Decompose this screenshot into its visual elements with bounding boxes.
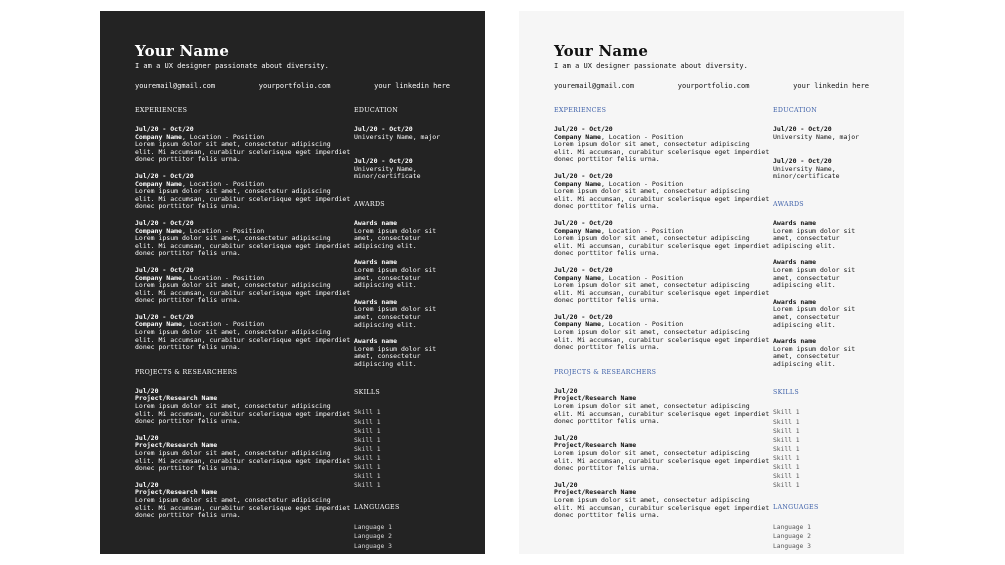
project-date: Jul/20 bbox=[554, 386, 578, 395]
experience-entry bbox=[135, 173, 354, 211]
experience-desc: Lorem ipsum dolor sit amet, consectetur adipiscing elit. Mi accumsan, curabitur scelerisque eget imperdiet donec porttitor felis urna. bbox=[554, 140, 770, 164]
experience-date: Jul/20 - Oct/20 bbox=[135, 312, 194, 321]
award-title: Awards name bbox=[354, 297, 398, 306]
languages-heading: LANGUAGES bbox=[773, 504, 819, 512]
project-name: Project/Research Name bbox=[135, 441, 218, 450]
award-desc: Lorem ipsum dolor sit amet, consectetur adipiscing elit. bbox=[354, 226, 437, 250]
experience-desc: Lorem ipsum dolor sit amet, consectetur adipiscing elit. Mi accumsan, curabitur scelerisque eget imperdiet donec porttitor felis urna. bbox=[135, 281, 351, 305]
experience-date: Jul/20 - Oct/20 bbox=[554, 312, 613, 321]
project-desc: Lorem ipsum dolor sit amet, consectetur adipiscing elit. Mi accumsan, curabitur scelerisque eget imperdiet donec porttitor felis urna. bbox=[135, 449, 351, 473]
education-detail: University Name, minor/certificate bbox=[354, 164, 421, 181]
award-desc: Lorem ipsum dolor sit amet, consectetur adipiscing elit. bbox=[773, 265, 856, 290]
experience-desc: Lorem ipsum dolor sit amet, consectetur adipiscing elit. Mi accumsan, curabitur scelerisque eget imperdiet donec porttitor felis urna. bbox=[554, 328, 770, 352]
project-entry bbox=[135, 435, 354, 473]
education-entry bbox=[354, 158, 450, 181]
linkedin-link[interactable]: your linkedin here bbox=[793, 82, 869, 90]
skill-item: Skill 1 bbox=[354, 418, 381, 426]
award-entry bbox=[354, 338, 450, 368]
experience-entry bbox=[554, 173, 773, 211]
experiences-heading: EXPERIENCES bbox=[135, 107, 188, 114]
experience-entry bbox=[135, 267, 354, 305]
awards-heading: AWARDS bbox=[773, 200, 804, 208]
skill-item: Skill 1 bbox=[773, 418, 800, 426]
resume-tagline: I am a UX designer passionate about diversity. bbox=[135, 62, 329, 70]
experience-desc: Lorem ipsum dolor sit amet, consectetur adipiscing elit. Mi accumsan, curabitur scelerisque eget imperdiet donec porttitor felis urna. bbox=[554, 187, 770, 211]
project-entry bbox=[554, 435, 773, 473]
award-desc: Lorem ipsum dolor sit amet, consectetur adipiscing elit. bbox=[354, 305, 437, 329]
language-item: Language 1 bbox=[773, 524, 811, 532]
project-date: Jul/20 bbox=[554, 433, 578, 442]
award-entry bbox=[354, 259, 450, 289]
experience-role: , Location - Position bbox=[600, 273, 684, 282]
company-name: Company Name bbox=[554, 226, 601, 235]
skill-item: Skill 1 bbox=[354, 409, 381, 417]
award-desc: Lorem ipsum dolor sit amet, consectetur adipiscing elit. bbox=[354, 265, 437, 290]
experiences-heading: EXPERIENCES bbox=[554, 107, 607, 114]
education-entry bbox=[773, 158, 869, 181]
award-title: Awards name bbox=[773, 218, 817, 227]
award-title: Awards name bbox=[354, 258, 398, 267]
contact-row bbox=[554, 82, 869, 91]
language-item: Language 3 bbox=[773, 542, 811, 550]
experience-desc: Lorem ipsum dolor sit amet, consectetur adipiscing elit. Mi accumsan, curabitur scelerisque eget imperdiet donec porttitor felis urna. bbox=[554, 281, 770, 305]
skills-list bbox=[773, 408, 869, 490]
education-heading: EDUCATION bbox=[354, 107, 399, 114]
education-detail: University Name, major bbox=[354, 132, 441, 141]
award-entry bbox=[773, 299, 869, 329]
skill-item: Skill 1 bbox=[354, 427, 381, 435]
email-link[interactable]: youremail@gmail.com bbox=[554, 82, 635, 90]
experience-entry bbox=[554, 267, 773, 305]
award-desc: Lorem ipsum dolor sit amet, consectetur adipiscing elit. bbox=[773, 344, 856, 368]
experience-entry bbox=[554, 126, 773, 164]
award-entry bbox=[354, 299, 450, 329]
company-name: Company Name bbox=[554, 179, 601, 188]
project-name: Project/Research Name bbox=[554, 441, 637, 450]
language-item: Language 2 bbox=[354, 533, 392, 541]
award-title: Awards name bbox=[773, 337, 817, 346]
languages-list bbox=[354, 523, 450, 550]
resume-light-version bbox=[519, 11, 904, 554]
award-desc: Lorem ipsum dolor sit amet, consectetur adipiscing elit. bbox=[354, 344, 437, 368]
languages-list bbox=[773, 523, 869, 550]
skill-item: Skill 1 bbox=[773, 427, 800, 435]
skill-item: Skill 1 bbox=[354, 436, 381, 444]
skill-item: Skill 1 bbox=[773, 464, 800, 472]
experience-date: Jul/20 - Oct/20 bbox=[554, 171, 613, 180]
experience-entry bbox=[554, 314, 773, 352]
skill-item: Skill 1 bbox=[354, 473, 381, 481]
experience-entry bbox=[554, 220, 773, 258]
project-desc: Lorem ipsum dolor sit amet, consectetur adipiscing elit. Mi accumsan, curabitur scelerisque eget imperdiet donec porttitor felis urna. bbox=[554, 495, 770, 520]
company-name: Company Name bbox=[554, 320, 601, 329]
experience-date: Jul/20 - Oct/20 bbox=[135, 125, 194, 133]
experience-date: Jul/20 - Oct/20 bbox=[554, 125, 613, 133]
language-item: Language 2 bbox=[773, 533, 811, 541]
resume-name: Your Name bbox=[135, 42, 230, 60]
education-entry bbox=[773, 126, 869, 141]
company-name: Company Name bbox=[554, 273, 601, 282]
skill-item: Skill 1 bbox=[773, 454, 800, 462]
education-heading: EDUCATION bbox=[773, 107, 818, 114]
skill-item: Skill 1 bbox=[354, 454, 381, 462]
portfolio-link[interactable]: yourportfolio.com bbox=[258, 82, 331, 90]
experience-role: , Location - Position bbox=[181, 179, 265, 188]
linkedin-link[interactable]: your linkedin here bbox=[374, 82, 450, 90]
award-entry bbox=[354, 220, 450, 250]
experience-desc: Lorem ipsum dolor sit amet, consectetur adipiscing elit. Mi accumsan, curabitur scelerisque eget imperdiet donec porttitor felis urna. bbox=[135, 187, 351, 211]
experience-role: , Location - Position bbox=[600, 320, 684, 329]
project-entry bbox=[554, 482, 773, 520]
skills-heading: SKILLS bbox=[773, 389, 799, 397]
award-title: Awards name bbox=[773, 297, 817, 306]
award-title: Awards name bbox=[354, 337, 398, 346]
award-entry bbox=[773, 220, 869, 250]
education-date: Jul/20 - Oct/20 bbox=[354, 157, 413, 166]
experience-role: , Location - Position bbox=[600, 226, 684, 235]
award-desc: Lorem ipsum dolor sit amet, consectetur adipiscing elit. bbox=[773, 305, 856, 329]
award-title: Awards name bbox=[773, 258, 817, 267]
company-name: Company Name bbox=[135, 320, 182, 329]
project-entry bbox=[554, 388, 773, 426]
language-item: Language 3 bbox=[354, 542, 392, 550]
experience-role: , Location - Position bbox=[181, 273, 265, 282]
skill-item: Skill 1 bbox=[354, 464, 381, 472]
project-entry bbox=[135, 388, 354, 426]
education-entry bbox=[354, 126, 450, 141]
award-entry bbox=[773, 259, 869, 289]
experience-desc: Lorem ipsum dolor sit amet, consectetur adipiscing elit. Mi accumsan, curabitur scelerisque eget imperdiet donec porttitor felis urna. bbox=[135, 328, 351, 352]
experience-date: Jul/20 - Oct/20 bbox=[135, 218, 194, 227]
email-link[interactable]: youremail@gmail.com bbox=[135, 82, 216, 90]
experience-date: Jul/20 - Oct/20 bbox=[135, 265, 194, 274]
resume-tagline: I am a UX designer passionate about diversity. bbox=[554, 62, 748, 70]
project-name: Project/Research Name bbox=[135, 394, 218, 403]
experience-role: , Location - Position bbox=[600, 179, 684, 188]
language-item: Language 1 bbox=[354, 524, 392, 532]
experience-date: Jul/20 - Oct/20 bbox=[554, 218, 613, 227]
education-detail: University Name, minor/certificate bbox=[773, 164, 840, 181]
awards-heading: AWARDS bbox=[354, 200, 385, 208]
company-name: Company Name bbox=[135, 179, 182, 188]
languages-heading: LANGUAGES bbox=[354, 504, 400, 512]
project-desc: Lorem ipsum dolor sit amet, consectetur adipiscing elit. Mi accumsan, curabitur scelerisque eget imperdiet donec porttitor felis urna. bbox=[554, 402, 770, 426]
project-desc: Lorem ipsum dolor sit amet, consectetur adipiscing elit. Mi accumsan, curabitur scelerisque eget imperdiet donec porttitor felis urna. bbox=[135, 402, 351, 426]
skill-item: Skill 1 bbox=[773, 445, 800, 453]
experience-entry bbox=[135, 220, 354, 258]
award-desc: Lorem ipsum dolor sit amet, consectetur adipiscing elit. bbox=[773, 226, 856, 250]
experience-role: , Location - Position bbox=[181, 320, 265, 329]
company-name: Company Name bbox=[135, 273, 182, 282]
experience-entry bbox=[135, 126, 354, 164]
experience-desc: Lorem ipsum dolor sit amet, consectetur adipiscing elit. Mi accumsan, curabitur scelerisque eget imperdiet donec porttitor felis urna. bbox=[135, 234, 351, 258]
experience-desc: Lorem ipsum dolor sit amet, consectetur adipiscing elit. Mi accumsan, curabitur scelerisque eget imperdiet donec porttitor felis urna. bbox=[135, 140, 351, 164]
experience-role: , Location - Position bbox=[600, 132, 684, 141]
contact-row bbox=[135, 82, 450, 91]
skills-heading: SKILLS bbox=[354, 389, 380, 397]
experience-desc: Lorem ipsum dolor sit amet, consectetur adipiscing elit. Mi accumsan, curabitur scelerisque eget imperdiet donec porttitor felis urna. bbox=[554, 234, 770, 258]
education-date: Jul/20 - Oct/20 bbox=[773, 125, 832, 133]
projects-heading: PROJECTS & RESEARCHERS bbox=[554, 368, 657, 376]
project-name: Project/Research Name bbox=[554, 394, 637, 403]
company-name: Company Name bbox=[135, 226, 182, 235]
skill-item: Skill 1 bbox=[354, 445, 381, 453]
experience-role: , Location - Position bbox=[181, 132, 265, 141]
experience-date: Jul/20 - Oct/20 bbox=[135, 171, 194, 180]
projects-heading: PROJECTS & RESEARCHERS bbox=[135, 368, 238, 376]
skills-list bbox=[354, 408, 450, 490]
project-name: Project/Research Name bbox=[554, 488, 637, 497]
project-desc: Lorem ipsum dolor sit amet, consectetur adipiscing elit. Mi accumsan, curabitur scelerisque eget imperdiet donec porttitor felis urna. bbox=[554, 449, 770, 473]
project-desc: Lorem ipsum dolor sit amet, consectetur adipiscing elit. Mi accumsan, curabitur scelerisque eget imperdiet donec porttitor felis urna. bbox=[135, 495, 351, 520]
skill-item: Skill 1 bbox=[354, 482, 381, 490]
education-detail: University Name, major bbox=[773, 132, 860, 141]
skill-item: Skill 1 bbox=[773, 482, 800, 490]
resume-name: Your Name bbox=[554, 42, 649, 60]
experience-entry bbox=[135, 314, 354, 352]
project-entry bbox=[135, 482, 354, 520]
company-name: Company Name bbox=[135, 132, 182, 141]
education-date: Jul/20 - Oct/20 bbox=[773, 157, 832, 166]
portfolio-link[interactable]: yourportfolio.com bbox=[677, 82, 750, 90]
project-date: Jul/20 bbox=[135, 433, 159, 442]
project-date: Jul/20 bbox=[135, 480, 159, 489]
project-date: Jul/20 bbox=[554, 480, 578, 489]
experience-role: , Location - Position bbox=[181, 226, 265, 235]
award-title: Awards name bbox=[354, 218, 398, 227]
skill-item: Skill 1 bbox=[773, 409, 800, 417]
experience-date: Jul/20 - Oct/20 bbox=[554, 265, 613, 274]
education-date: Jul/20 - Oct/20 bbox=[354, 125, 413, 133]
project-date: Jul/20 bbox=[135, 386, 159, 395]
project-name: Project/Research Name bbox=[135, 488, 218, 497]
skill-item: Skill 1 bbox=[773, 473, 800, 481]
company-name: Company Name bbox=[554, 132, 601, 141]
award-entry bbox=[773, 338, 869, 368]
skill-item: Skill 1 bbox=[773, 436, 800, 444]
resume-dark-version bbox=[100, 11, 485, 554]
